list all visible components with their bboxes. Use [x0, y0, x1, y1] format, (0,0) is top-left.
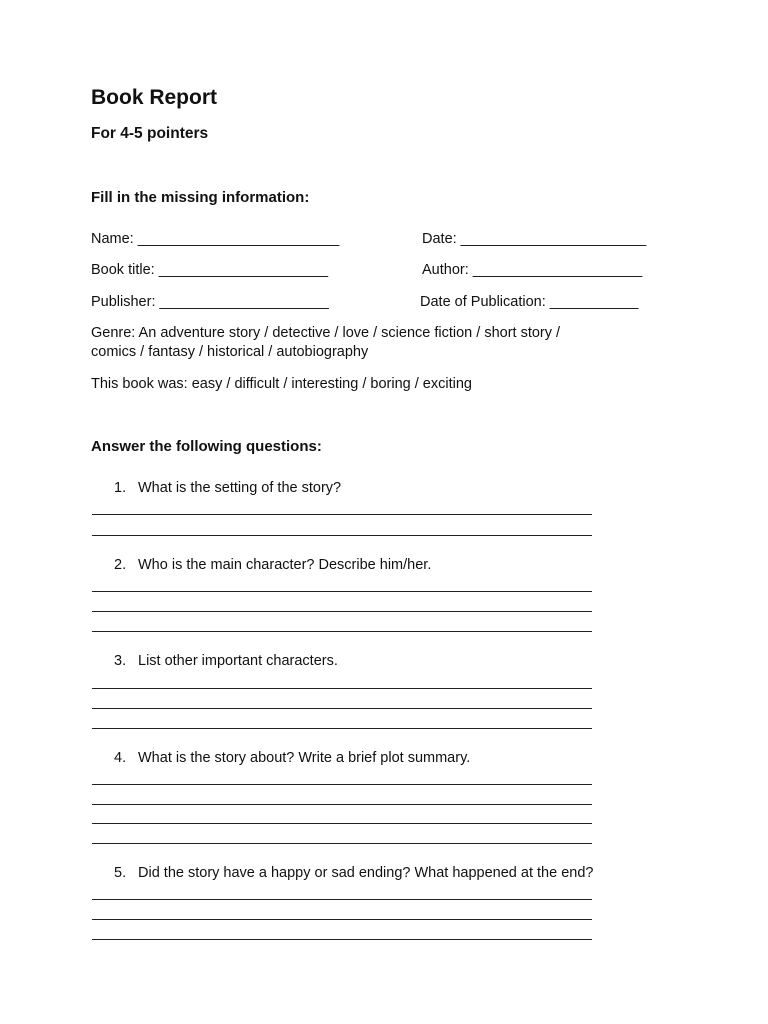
- question-text: Who is the main character? Describe him/her.: [138, 557, 432, 573]
- question-4: [114, 750, 470, 766]
- answer-line: [92, 784, 592, 785]
- question-5: [114, 865, 593, 881]
- answer-line: [92, 535, 592, 536]
- answer-line: [92, 939, 592, 940]
- date-of-publication-field: Date of Publication: ___________: [420, 294, 639, 310]
- question-text: What is the setting of the story?: [138, 480, 342, 496]
- answer-line: [92, 591, 592, 592]
- question-1: [114, 480, 341, 496]
- answer-line: [92, 804, 592, 805]
- question-text: What is the story about? Write a brief plot summary.: [138, 750, 471, 766]
- genre-line-1: Genre: An adventure story / detective / love / science fiction / short story /: [91, 325, 561, 341]
- answer-line: [92, 631, 592, 632]
- question-number: 1.: [114, 480, 127, 496]
- question-number: 2.: [114, 557, 127, 573]
- book-was-line: This book was: easy / difficult / interesting / boring / exciting: [91, 376, 472, 392]
- answer-line: [92, 843, 592, 844]
- date-field: Date: _______________________: [422, 231, 647, 247]
- section-heading-missing-info: Fill in the missing information:: [91, 189, 310, 206]
- question-number: 4.: [114, 750, 127, 766]
- answer-line: [92, 823, 592, 824]
- answer-line: [92, 688, 592, 689]
- answer-line: [92, 514, 592, 515]
- publisher-field: Publisher: _____________________: [91, 294, 329, 310]
- section-heading-questions: Answer the following questions:: [91, 438, 322, 455]
- question-text: Did the story have a happy or sad ending? What happened at the end?: [138, 865, 594, 881]
- answer-line: [92, 919, 592, 920]
- page-subtitle: For 4-5 pointers: [91, 125, 209, 142]
- question-3: [114, 653, 338, 669]
- answer-line: [92, 708, 592, 709]
- book-title-field: Book title: _____________________: [91, 262, 329, 278]
- question-number: 3.: [114, 653, 127, 669]
- question-number: 5.: [114, 865, 127, 881]
- question-2: [114, 557, 431, 573]
- genre-line-2: comics / fantasy / historical / autobiography: [91, 344, 369, 360]
- name-field: Name: _________________________: [91, 231, 340, 247]
- author-field: Author: _____________________: [422, 262, 643, 278]
- answer-line: [92, 728, 592, 729]
- answer-line: [92, 611, 592, 612]
- page-title: Book Report: [91, 86, 217, 109]
- question-text: List other important characters.: [138, 653, 338, 669]
- answer-line: [92, 899, 592, 900]
